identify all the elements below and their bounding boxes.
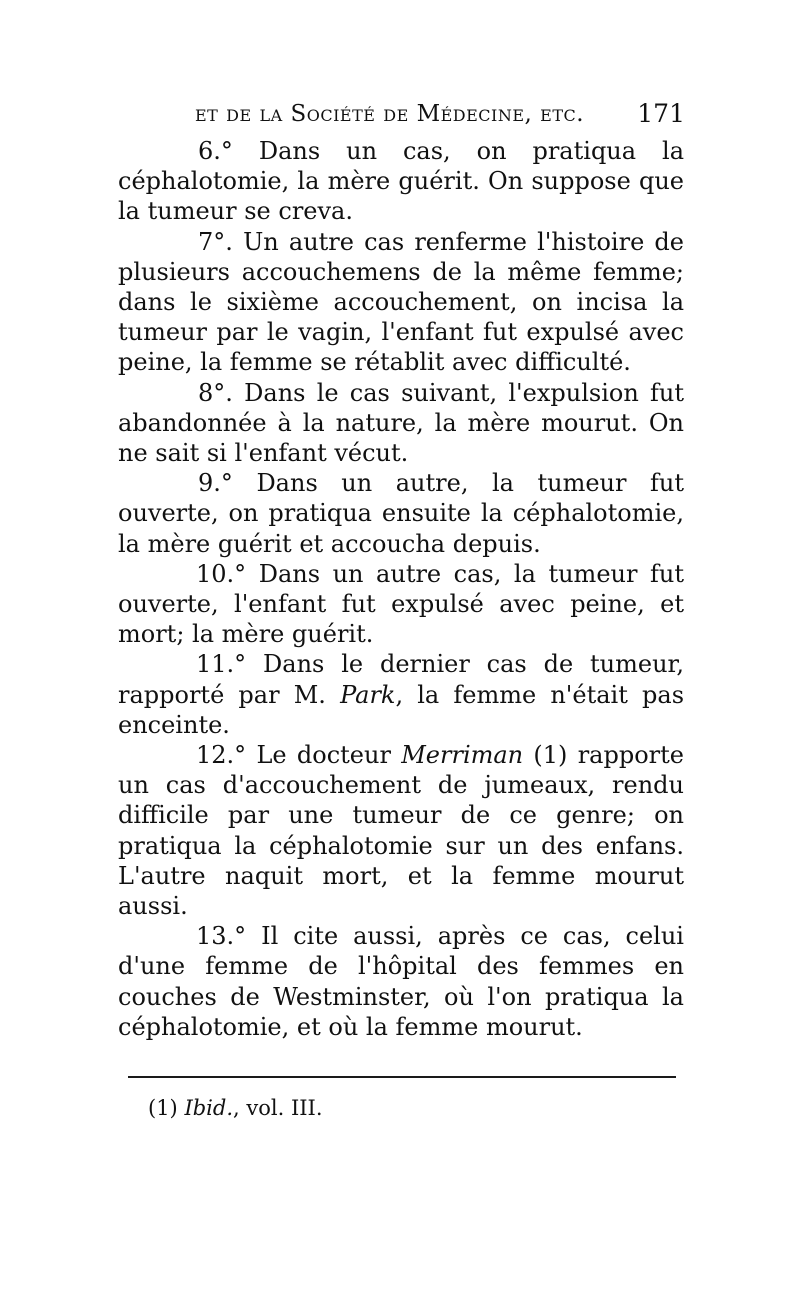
page-number: 171 xyxy=(637,99,685,128)
paragraph-text: Dans un autre, la tumeur fut ouverte, on pratiqua ensuite la céphalotomie, la mère guérit et accoucha depuis. xyxy=(118,469,684,558)
running-header xyxy=(195,97,685,131)
paragraph-text-before: Dans le dernier cas de tumeur, rapporté par M. xyxy=(118,650,684,709)
running-head-title: et de la Société de Médecine, etc. xyxy=(195,101,585,127)
paragraph-text-before: Le docteur xyxy=(256,741,402,770)
paragraph-8 xyxy=(118,378,684,469)
paragraph-text-after: (1) rapporte un cas d'accouchement de jumeaux, rendu difficile par une tumeur de ce genre; on pratiqua la céphalotomie sur un des enfans. L'autre naquit mort, et la femme mourut aussi. xyxy=(118,741,684,921)
paragraph-text: Dans le cas suivant, l'expulsion fut abandonnée à la nature, la mère mourut. On ne sait si l'enfant vécut. xyxy=(118,378,684,468)
paragraph-13 xyxy=(118,921,684,1042)
paragraph-number: 11.° xyxy=(196,650,247,679)
footnote-text: , vol. III. xyxy=(233,1096,323,1120)
paragraph-number: 13.° xyxy=(196,922,247,951)
paragraph-text: Dans un cas, on pratiqua la céphalotomie, la mère guérit. On suppose que la tumeur se creva. xyxy=(118,137,684,226)
paragraph-9 xyxy=(118,468,684,559)
paragraph-text: Il cite aussi, après ce cas, celui d'une femme de l'hôpital des femmes en couches de Westminster, où l'on pratiqua la céphalotomie, et où la femme mourut. xyxy=(118,922,684,1041)
paragraph-text-after: , la femme n'était pas enceinte. xyxy=(118,680,685,739)
footnote-ref: Ibid. xyxy=(184,1096,234,1120)
paragraph-12 xyxy=(118,740,684,921)
footnote xyxy=(148,1094,668,1122)
paragraph-number: 6.° xyxy=(198,137,233,165)
footnote-marker: (1) xyxy=(148,1096,178,1120)
paragraph-6 xyxy=(118,136,684,227)
paragraph-number: 9.° xyxy=(198,469,233,498)
paragraph-number: 8°. xyxy=(198,378,233,407)
person-name: Merriman xyxy=(401,741,524,770)
paragraph-text: Dans un autre cas, la tumeur fut ouverte, l'enfant fut expulsé avec peine, et mort; la mère guérit. xyxy=(118,559,684,649)
paragraph-number: 12.° xyxy=(196,741,247,770)
paragraph-7 xyxy=(118,227,684,378)
paragraph-number: 10.° xyxy=(196,559,247,588)
paragraph-11 xyxy=(118,649,684,740)
paragraph-10 xyxy=(118,559,684,650)
footnote-separator xyxy=(128,1076,676,1078)
person-name: Park xyxy=(340,680,396,709)
body-text xyxy=(118,136,684,1042)
paragraph-text: Un autre cas renferme l'histoire de plusieurs accouchemens de la même femme; dans le sixième accouchement, on incisa la tumeur par le vagin, l'enfant fut expulsé avec peine, la femme se rétablit avec difficulté. xyxy=(118,227,684,377)
paragraph-number: 7°. xyxy=(198,227,233,256)
